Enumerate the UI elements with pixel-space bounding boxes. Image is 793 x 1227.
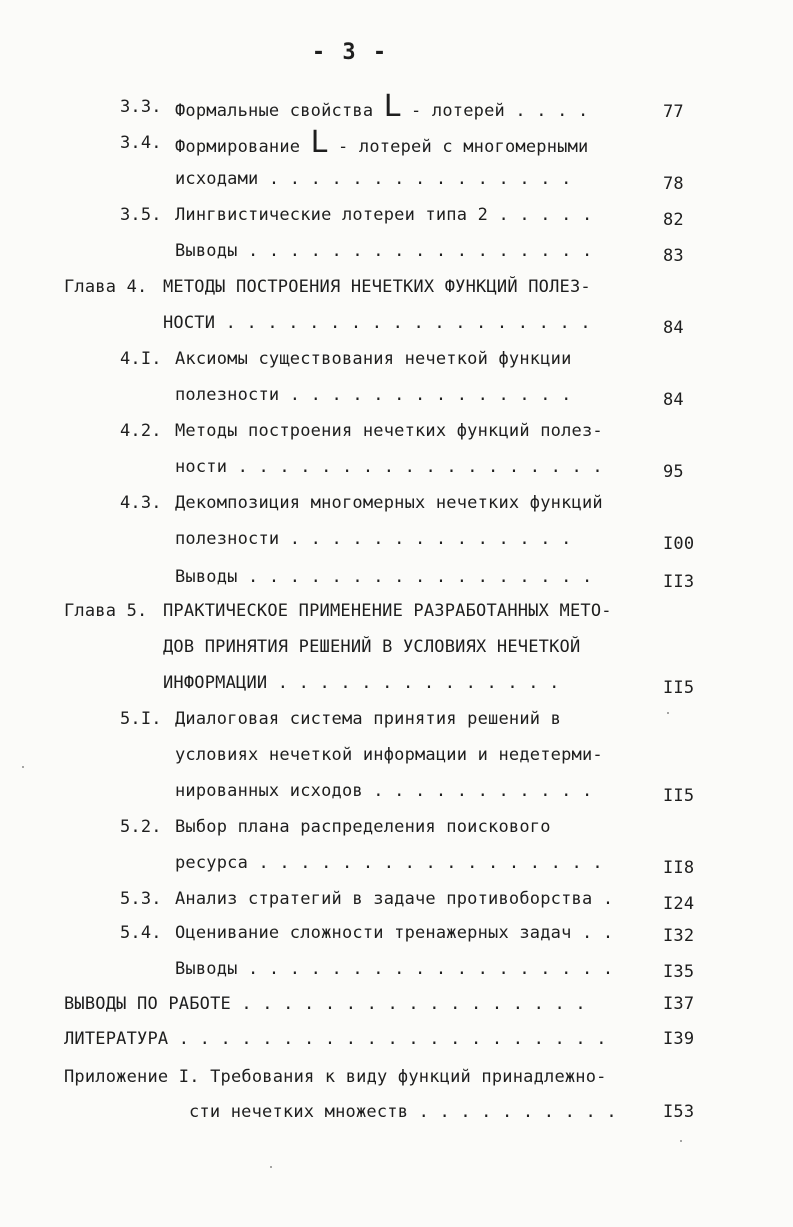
toc-entry-appendix-1 (0, 1062, 760, 1092)
page-ref: I53 (663, 1102, 695, 1122)
chapter-title: ПРАКТИЧЕСКОЕ ПРИМЕНЕНИЕ РАЗРАБОТАННЫХ МЕТО- (163, 601, 612, 621)
leader-dots: . . . . . . . . . . (408, 1102, 617, 1122)
letter-L: L (383, 89, 401, 124)
toc-entry-5-4 (0, 918, 760, 948)
toc-chapter-5-cont-1 (0, 632, 760, 662)
leader-dots: . . . . . . . . . . . . . . . . . . . . . (168, 1029, 607, 1049)
toc-entry-3-4-cont (0, 164, 760, 194)
page-ref: I35 (663, 962, 695, 982)
entry-title-continued: ности . . . . . . . . . . . . . . . . . . (175, 457, 603, 477)
page-number: - 3 - (311, 40, 389, 65)
section-number: 3.4. (120, 133, 162, 153)
entry-title-continued: нированных исходов . . . . . . . . . . . (175, 781, 593, 801)
entry-title: Приложение I. Требования к виду функций принадлежно- (64, 1067, 607, 1087)
section-number: 5.4. (120, 923, 162, 943)
page-ref: I37 (663, 994, 695, 1014)
entry-title: Формальные свойства L - лотерей . . . . (175, 89, 589, 124)
page-ref: 77 (663, 102, 684, 122)
page-ref: I32 (663, 926, 695, 946)
leader-dots: . . . . . . . . . . . . . . . . . (237, 241, 593, 261)
page-ref: I39 (663, 1029, 695, 1049)
toc-entry-5-3 (0, 884, 760, 914)
entry-title-continued: полезности . . . . . . . . . . . . . . (175, 385, 572, 405)
entry-title: ВЫВОДЫ ПО РАБОТЕ . . . . . . . . . . . . . . . . . (64, 994, 586, 1014)
entry-title-continued: исходами . . . . . . . . . . . . . . . (175, 169, 572, 189)
section-number: 3.3. (120, 97, 162, 117)
entry-title: Диалоговая система принятия решений в (175, 709, 562, 729)
section-number: 5.I. (120, 709, 162, 729)
toc-entry-4-2 (0, 416, 760, 446)
page-ref: II5 (663, 678, 695, 698)
chapter-label: Глава 4. (64, 277, 148, 297)
leader-dots: . . . . . . . . . . . . . . (279, 529, 572, 549)
entry-title: Выводы . . . . . . . . . . . . . . . . . (175, 241, 593, 261)
letter-L: L (310, 125, 328, 160)
page-ref: I00 (663, 534, 695, 554)
entry-title: Выводы . . . . . . . . . . . . . . . . . . (175, 959, 614, 979)
entry-title: Декомпозиция многомерных нечетких функций (175, 493, 603, 513)
leader-dots: . . . . . . . . . . . . . . . . . (237, 567, 593, 587)
entry-title-continued: ресурса . . . . . . . . . . . . . . . . . (175, 853, 603, 873)
leader-dots: . . . . . . . . . . . . . . . . . . (227, 457, 603, 477)
leader-dots: . . . . . . . . . . . (362, 781, 593, 801)
page-ref: II3 (663, 572, 695, 592)
page-ref: 83 (663, 246, 684, 266)
page-ref: 82 (663, 210, 684, 230)
leader-dots: . . . . . . . . . . . . . . . . . . (215, 313, 591, 333)
toc-entry-5-1 (0, 704, 760, 734)
toc-entry-3-5 (0, 200, 760, 230)
page-ref: 84 (663, 390, 684, 410)
toc-entry-5-1-cont-2 (0, 776, 760, 806)
toc-entry-4-2-cont (0, 452, 760, 482)
entry-title-continued: полезности . . . . . . . . . . . . . . (175, 529, 572, 549)
entry-title: Аксиомы существования нечеткой функции (175, 349, 572, 369)
leader-dots: . . . . . . . . . . . . . . . (258, 169, 572, 189)
leader-dots: . . . . . . . . . . . . . . . . . (230, 994, 586, 1014)
page-ref: I24 (663, 894, 695, 914)
page-ref: 84 (663, 318, 684, 338)
leader-dots: . . . . . (488, 205, 593, 225)
page-ref: II5 (663, 786, 695, 806)
toc-entry-4-3-cont (0, 524, 760, 554)
leader-dots: . . . . . . . . . . . . . . . . . . (237, 959, 614, 979)
toc-chapter-4-cont (0, 308, 760, 338)
scan-speck (22, 766, 24, 768)
scan-speck (667, 712, 669, 714)
toc-entry-5-1-cont-1 (0, 740, 760, 770)
leader-dots: . . . . . . . . . . . . . . . . . (248, 853, 603, 873)
entry-title: ЛИТЕРАТУРА . . . . . . . . . . . . . . . . . . . . . (64, 1029, 607, 1049)
chapter-title-continued: ИНФОРМАЦИИ . . . . . . . . . . . . . . (163, 673, 560, 693)
chapter-title-continued: НОСТИ . . . . . . . . . . . . . . . . . . (163, 313, 591, 333)
toc-entry-4-1-cont (0, 380, 760, 410)
toc-chapter-5 (0, 596, 760, 626)
toc-entry-5-2-cont (0, 848, 760, 878)
section-number: 3.5. (120, 205, 162, 225)
toc-entry-appendix-1-cont (0, 1097, 760, 1127)
toc-entry-literature (0, 1024, 760, 1054)
entry-title: Анализ стратегий в задаче противоборства . (175, 889, 614, 909)
leader-dots: . . . . (504, 101, 589, 121)
toc-entry-4-1 (0, 344, 760, 374)
entry-title: Методы построения нечетких функций полез- (175, 421, 603, 441)
chapter-title: МЕТОДЫ ПОСТРОЕНИЯ НЕЧЕТКИХ ФУНКЦИЙ ПОЛЕЗ- (163, 277, 591, 297)
page-ref: 78 (663, 174, 684, 194)
page-ref: 95 (663, 462, 684, 482)
toc-entry-4-3 (0, 488, 760, 518)
section-number: 4.I. (120, 349, 162, 369)
entry-title-continued: сти нечетких множеств . . . . . . . . . . (189, 1102, 617, 1122)
entry-title: Выводы . . . . . . . . . . . . . . . . . (175, 567, 593, 587)
toc-entry-conclusions-3 (0, 236, 760, 266)
scan-speck (680, 1140, 682, 1142)
chapter-title-continued: ДОВ ПРИНЯТИЯ РЕШЕНИЙ В УСЛОВИЯХ НЕЧЕТКОЙ (163, 637, 581, 657)
page-ref: II8 (663, 858, 695, 878)
section-number: 5.3. (120, 889, 162, 909)
chapter-label: Глава 5. (64, 601, 148, 621)
toc-entry-5-2 (0, 812, 760, 842)
entry-title: Оценивание сложности тренажерных задач . . (175, 923, 614, 943)
toc-chapter-4 (0, 272, 760, 302)
toc-entry-3-4 (0, 125, 760, 160)
section-number: 5.2. (120, 817, 162, 837)
entry-title: Выбор плана распределения поискового (175, 817, 551, 837)
section-number: 4.3. (120, 493, 162, 513)
leader-dots: . . (571, 923, 614, 943)
leader-dots: . . . . . . . . . . . . . . (279, 385, 572, 405)
entry-title: Лингвистические лотереи типа 2 . . . . . (175, 205, 593, 225)
entry-title-continued: условиях нечеткой информации и недетерми- (175, 745, 603, 765)
toc-entry-work-conclusions (0, 989, 760, 1019)
toc-entry-conclusions-5 (0, 954, 760, 984)
section-number: 4.2. (120, 421, 162, 441)
scan-speck (270, 1166, 272, 1168)
leader-dots: . . . . . . . . . . . . . . (267, 673, 560, 693)
leader-dots: . (592, 889, 614, 909)
entry-title: Формирование L - лотерей с многомерными (175, 125, 589, 160)
toc-chapter-5-cont-2 (0, 668, 760, 698)
toc-entry-conclusions-4 (0, 562, 760, 592)
toc-entry-3-3 (0, 89, 760, 124)
